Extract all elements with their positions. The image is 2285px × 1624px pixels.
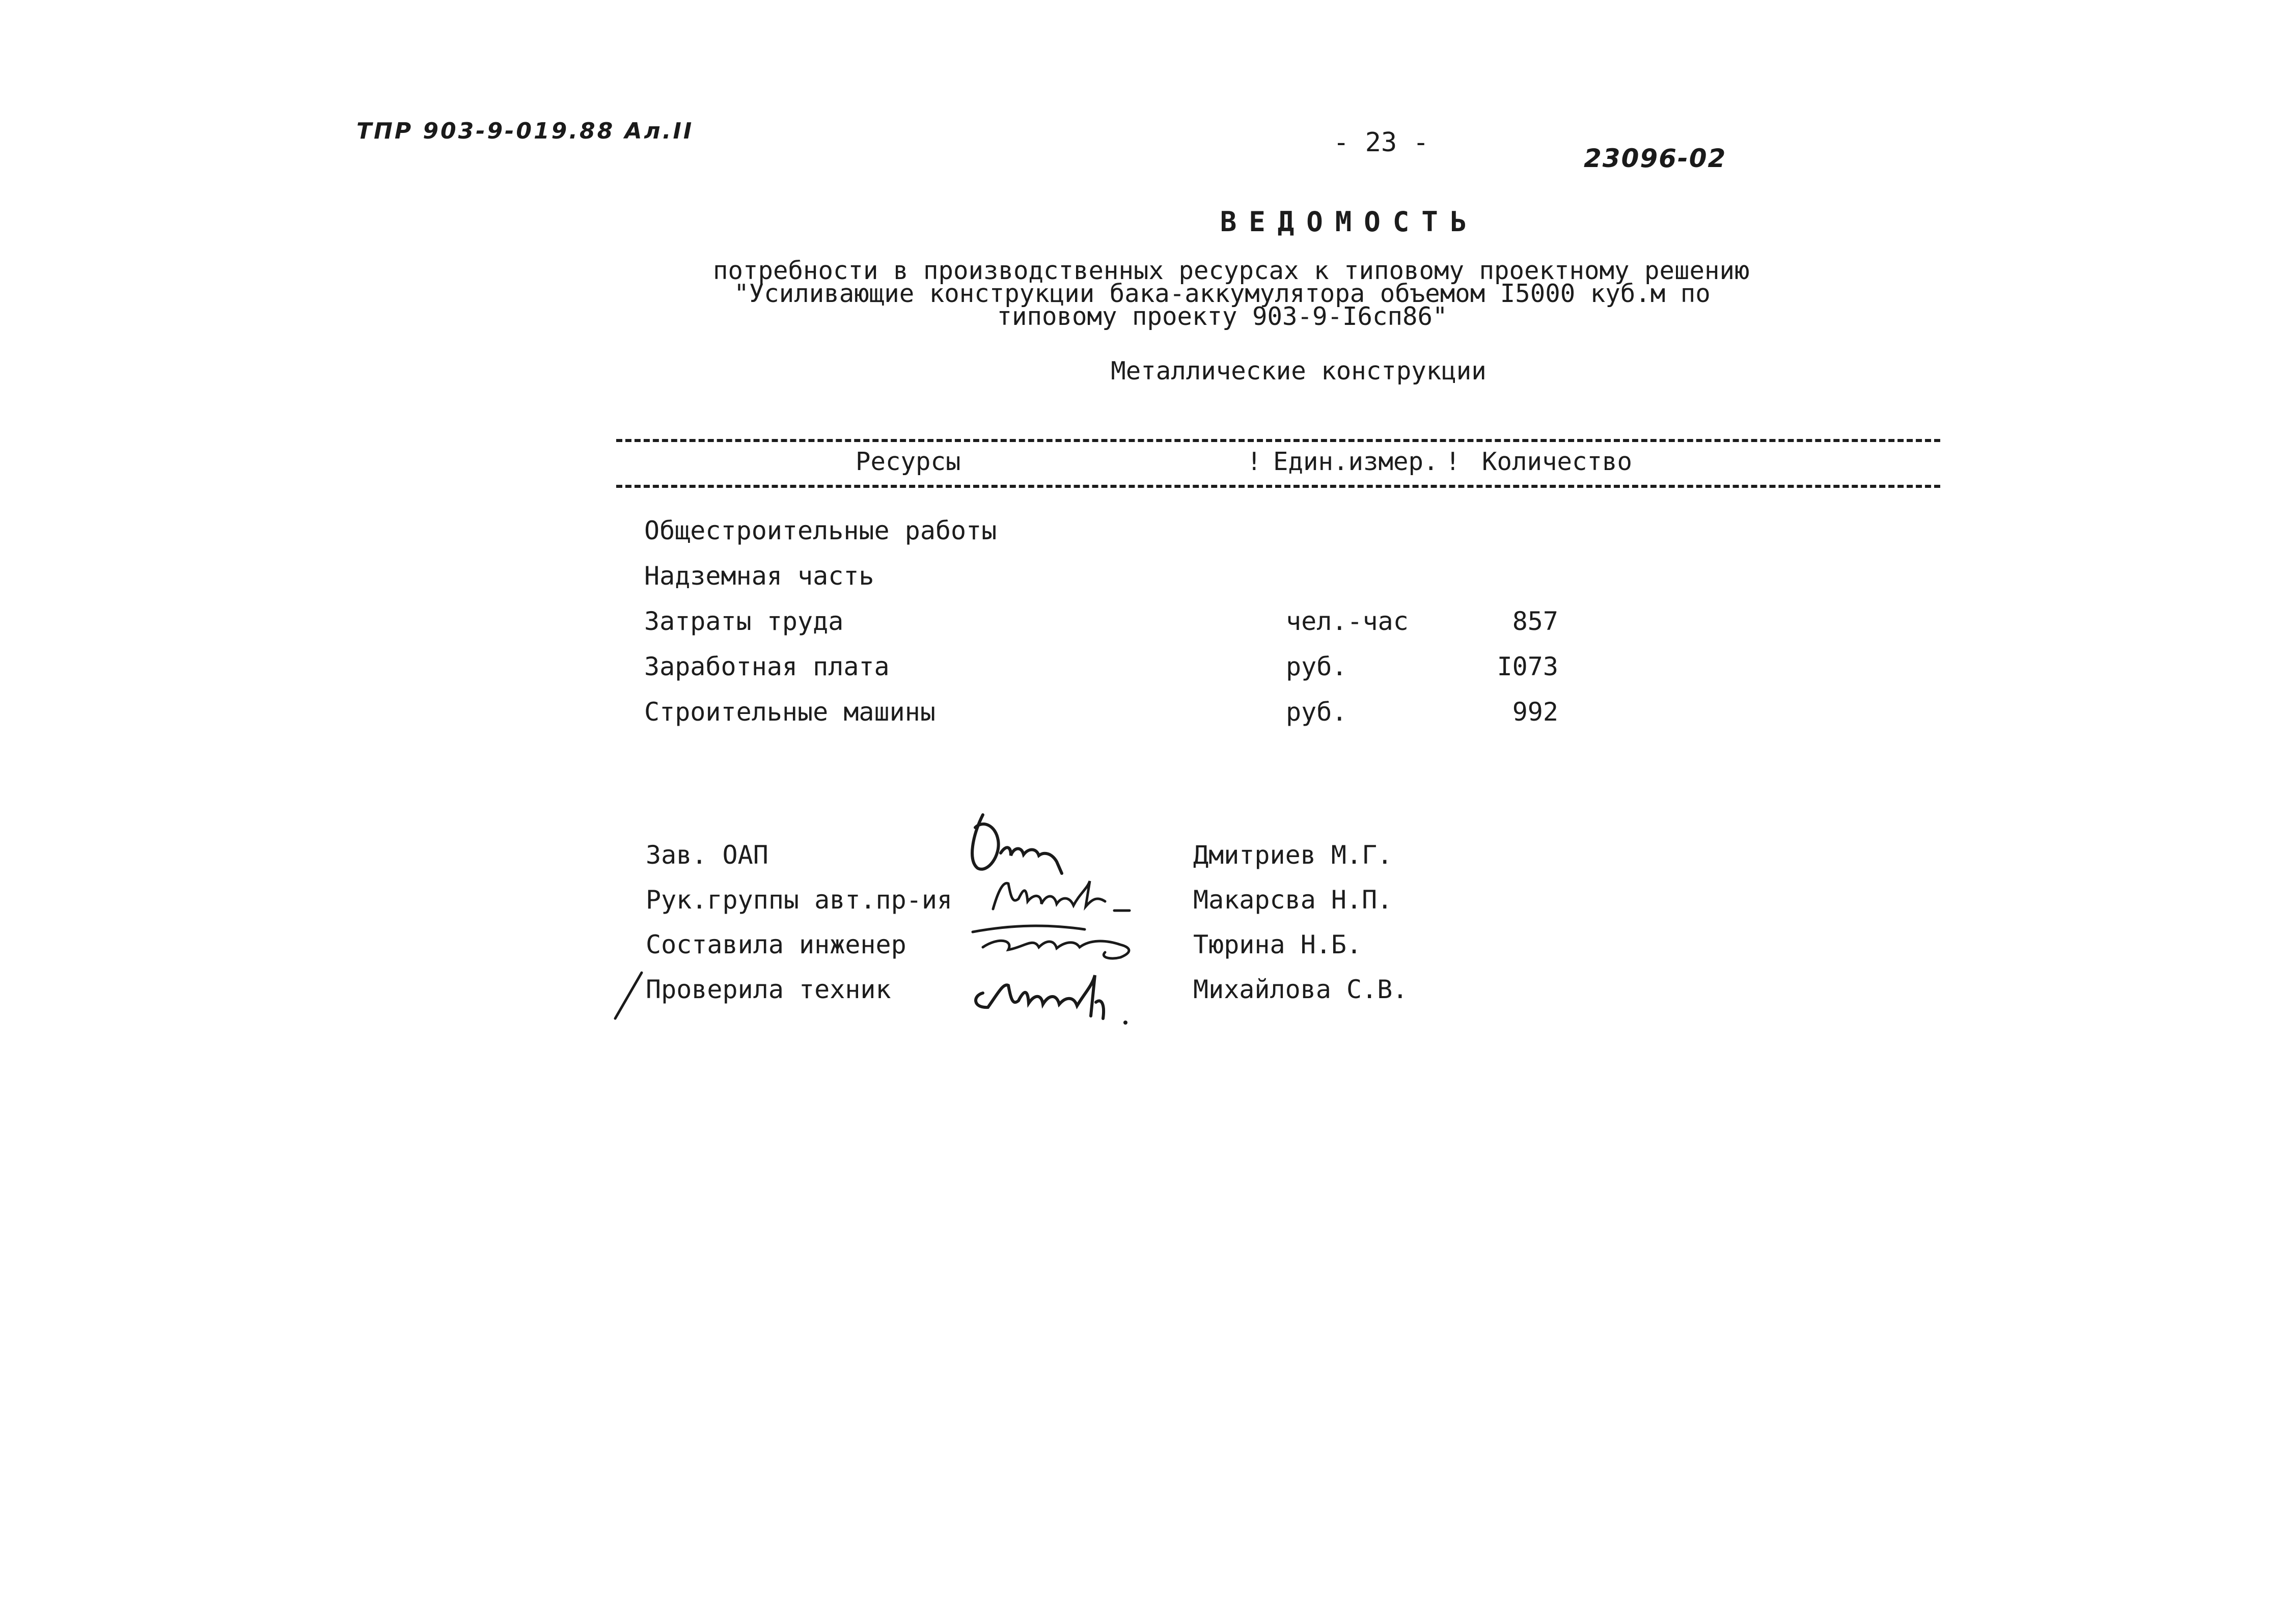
handwritten-signature [952, 805, 1166, 881]
signature-role: Составила инженер [646, 930, 906, 959]
table-row-name: Затраты труда [644, 607, 844, 636]
document-code: ТПР 903-9-019.88 Ал.II [356, 118, 694, 144]
table-row-name: Заработная плата [644, 652, 890, 681]
table-row-quantity: 992 [1512, 697, 1558, 727]
page-number: - 23 - [1333, 127, 1429, 158]
table-row-unit: руб. [1286, 652, 1347, 681]
table-row-name: Надземная часть [644, 561, 874, 591]
signature-role: Рук.группы авт.пр-ия [646, 885, 953, 915]
table-header-rule [616, 485, 1940, 488]
handwritten-signature [952, 962, 1166, 1029]
signatory-name: Михайлова С.В. [1193, 975, 1408, 1004]
signatory-name: Макарсва Н.П. [1193, 885, 1393, 915]
table-row-name: Общестроительные работы [644, 516, 997, 545]
table-row-name: Строительные машины [644, 697, 935, 727]
column-header-quantity: Количество [1482, 447, 1633, 476]
section-heading: Металлические конструкции [1111, 356, 1486, 386]
document-title: ВЕДОМОСТЬ [1220, 206, 1479, 238]
subtitle-line-2: "Усиливающие конструкции бака-аккумулятора объемом I5000 куб.м по [734, 279, 1711, 308]
registration-number: 23096-02 [1584, 144, 1727, 173]
handwritten-signature [952, 917, 1166, 962]
signatory-name: Тюрина Н.Б. [1193, 930, 1362, 959]
column-separator: ! [1445, 447, 1461, 476]
table-top-rule [616, 439, 1940, 442]
subtitle-line-1: потребности в производственных ресурсах к типовому проектному решению [713, 256, 1750, 285]
table-row-quantity: I073 [1497, 652, 1558, 681]
table-row-unit: руб. [1286, 697, 1347, 727]
signature-role: Проверила техник [646, 975, 891, 1004]
column-separator: ! [1247, 447, 1262, 476]
handwritten-signature [952, 871, 1166, 917]
column-header-unit: Един.измер. [1273, 447, 1439, 476]
subtitle-line-3: типовому проекту 903-9-I6сп86" [997, 302, 1448, 331]
check-mark-stroke [611, 970, 647, 1021]
table-row-unit: чел.-час [1286, 607, 1409, 636]
signature-role: Зав. ОАП [646, 840, 768, 870]
column-header-resources: Ресурсы [856, 447, 961, 476]
table-row-quantity: 857 [1512, 607, 1558, 636]
signatory-name: Дмитриев М.Г. [1193, 840, 1393, 870]
